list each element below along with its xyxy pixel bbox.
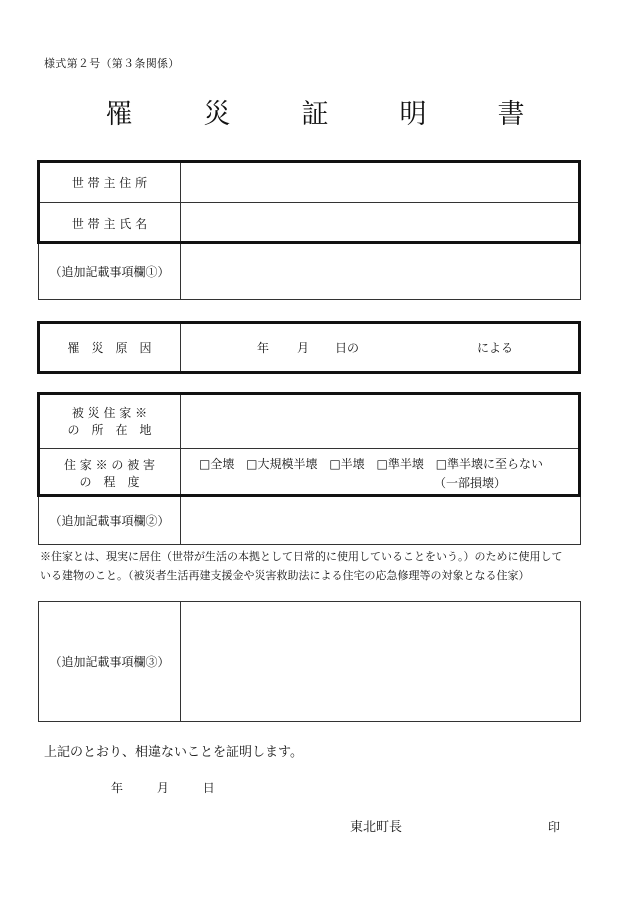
form-number: 様式第２号（第３条関係） — [44, 57, 180, 70]
cause-year: 年 — [257, 341, 270, 355]
extra-notes-3-table — [38, 601, 581, 722]
footnote-line1: ※住家とは、現実に居住（世帯が生活の本拠として日常的に使用していることをいう。）のために使用して — [40, 550, 563, 563]
household-name-label: 世 帯 主 氏 名 — [39, 203, 181, 244]
extra-notes-2-label: （追加記載事項欄②） — [39, 497, 181, 545]
cause-field[interactable] — [181, 323, 581, 373]
issuer-name: 東北町長 — [350, 820, 403, 835]
option-large-half-collapse[interactable]: □大規模半壊 — [246, 456, 318, 471]
damage-label-line1: 住 家 ※ の 被 害 — [63, 457, 156, 472]
extra-notes-2-field[interactable] — [181, 497, 581, 545]
location-field[interactable] — [181, 394, 581, 449]
certification-statement: 上記のとおり、相違ないことを証明します。 — [44, 745, 303, 760]
option-total-collapse[interactable]: □全壊 — [199, 456, 235, 471]
damage-table — [38, 393, 581, 545]
cause-label: 罹 災 原 因 — [39, 323, 181, 373]
extra-notes-3-field[interactable] — [181, 602, 581, 722]
household-name-field[interactable] — [181, 203, 581, 244]
damage-label — [39, 449, 181, 497]
footnote — [40, 547, 585, 585]
footnote-line2: いる建物のこと。（被災者生活再建支援金や災害救助法による住宅の応急修理等の対象となる住家） — [40, 569, 530, 582]
extra-notes-3-label: （追加記載事項欄③） — [39, 602, 181, 722]
extra-notes-1-label: （追加記載事項欄①） — [39, 244, 181, 300]
household-table — [38, 161, 581, 300]
certification-month: 月 — [156, 781, 169, 795]
cause-day: 日の — [335, 341, 360, 355]
location-label-line2: の 所 在 地 — [67, 423, 152, 437]
cause-table — [38, 322, 581, 373]
certification-day: 日 — [202, 781, 215, 795]
option-quasi-half-collapse[interactable]: □準半壊 — [376, 456, 424, 471]
extra-notes-1-field[interactable] — [181, 244, 581, 300]
location-label-line1: 被 災 住 家 ※ — [71, 406, 148, 420]
household-address-field[interactable] — [181, 162, 581, 203]
location-label — [39, 394, 181, 449]
household-address-label: 世 帯 主 住 所 — [39, 162, 181, 203]
document-title: 罹 災 証 明 書 — [105, 99, 547, 130]
cause-month: 月 — [297, 341, 310, 355]
damage-options — [181, 449, 581, 497]
option-half-collapse[interactable]: □半壊 — [329, 456, 365, 471]
option-partial-damage-note: （一部損壊） — [433, 475, 506, 490]
cause-suffix: による — [477, 341, 514, 355]
certification-year: 年 — [111, 781, 124, 795]
damage-label-line2: の 程 度 — [79, 474, 140, 489]
seal-mark: 印 — [548, 820, 561, 834]
certification-date — [111, 779, 245, 796]
option-below-quasi-half[interactable]: □準半壊に至らない — [435, 456, 544, 471]
